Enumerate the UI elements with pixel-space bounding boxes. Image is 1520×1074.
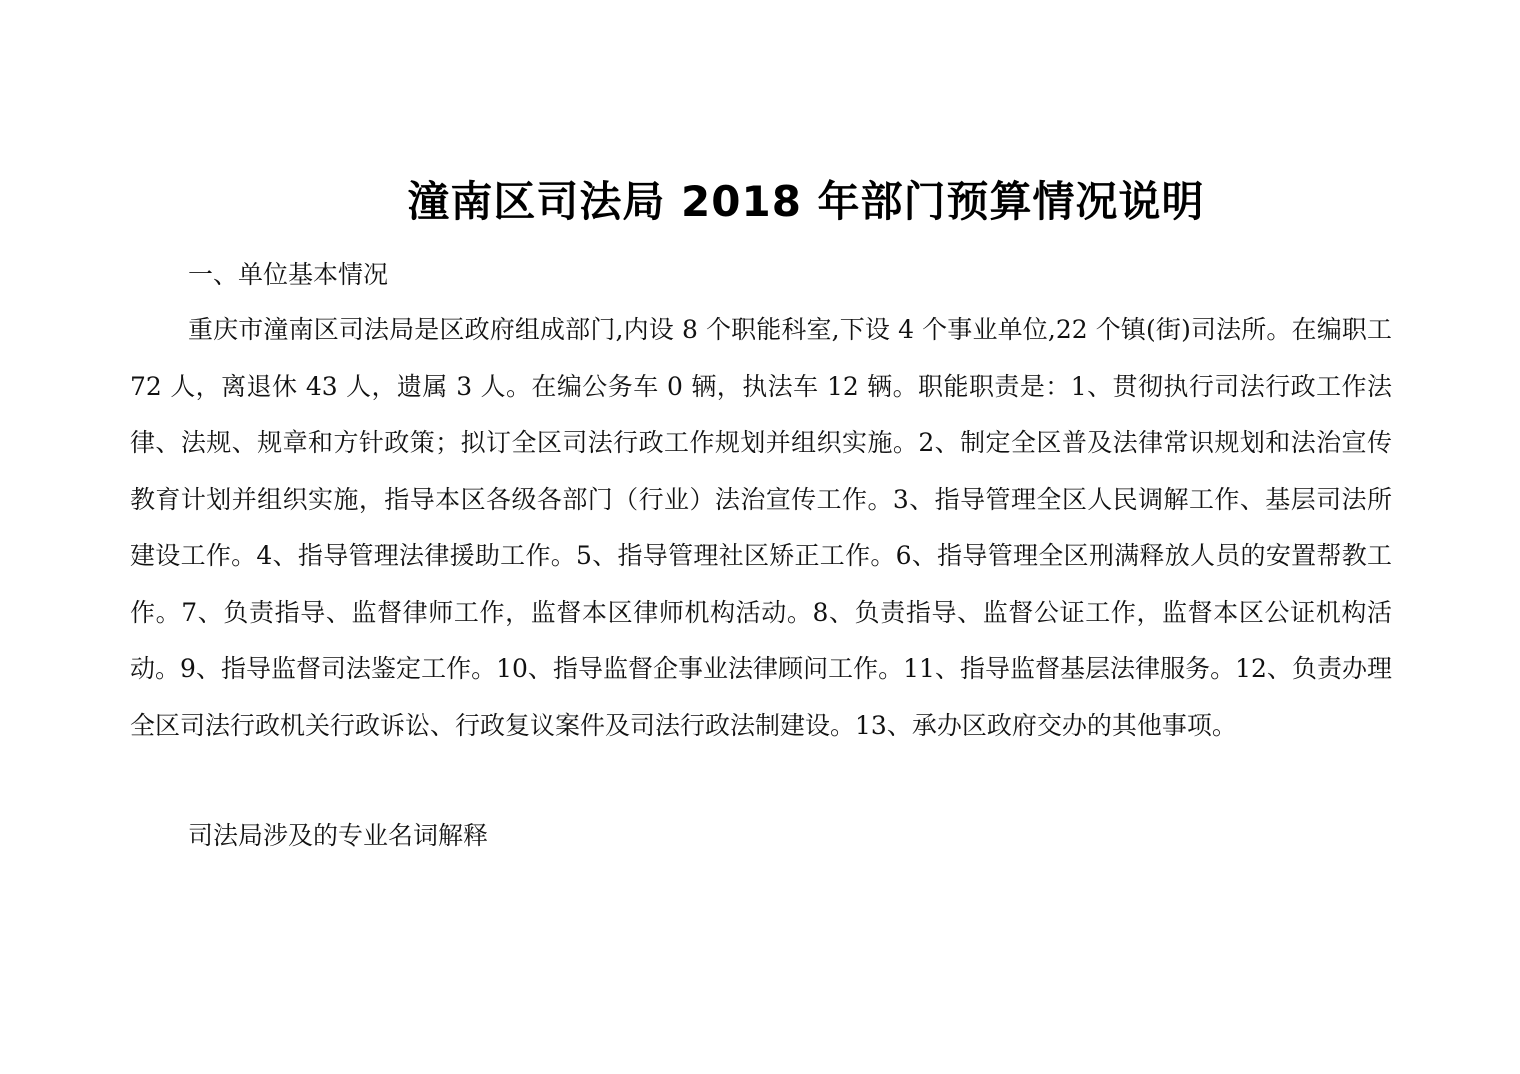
body-paragraph: 重庆市潼南区司法局是区政府组成部门,内设 8 个职能科室,下设 4 个事业单位,22 个镇(街)司法所。在编职工 72 人，离退休 43 人，遗属 3 人。在编公务车 0 辆，执法车 12 辆。职能职责是：1、贯彻执行司法行政工作法律、法规、规章和方针政策；拟订全区司法行政工作规划并组织实施。2、制定全区普及法律常识规划和法治宣传教育计划并组织实施，指导本区各级各部门（行业）法治宣传工作。3、指导管理全区人民调解工作、基层司法所建设工作。4、指导管理法律援助工作。5、指导管理社区矫正工作。6、指导管理全区刑满释放人员的安置帮教工作。7、负责指导、监督律师工作，监督本区律师机构活动。8、负责指导、监督公证工作，监督本区公证机构活动。9、指导监督司法鉴定工作。10、指导监督企事业法律顾问工作。11、指导监督基层法律服务。12、负责办理全区司法行政机关行政诉讼、行政复议案件及司法行政法制建设。13、承办区政府交办的其他事项。 <box>130 315 1392 740</box>
section-heading: 一、单位基本情况 <box>188 260 389 289</box>
terminology-heading: 司法局涉及的专业名词解释 <box>188 821 489 850</box>
document-title: 潼南区司法局 2018 年部门预算情况说明 <box>407 177 1205 226</box>
